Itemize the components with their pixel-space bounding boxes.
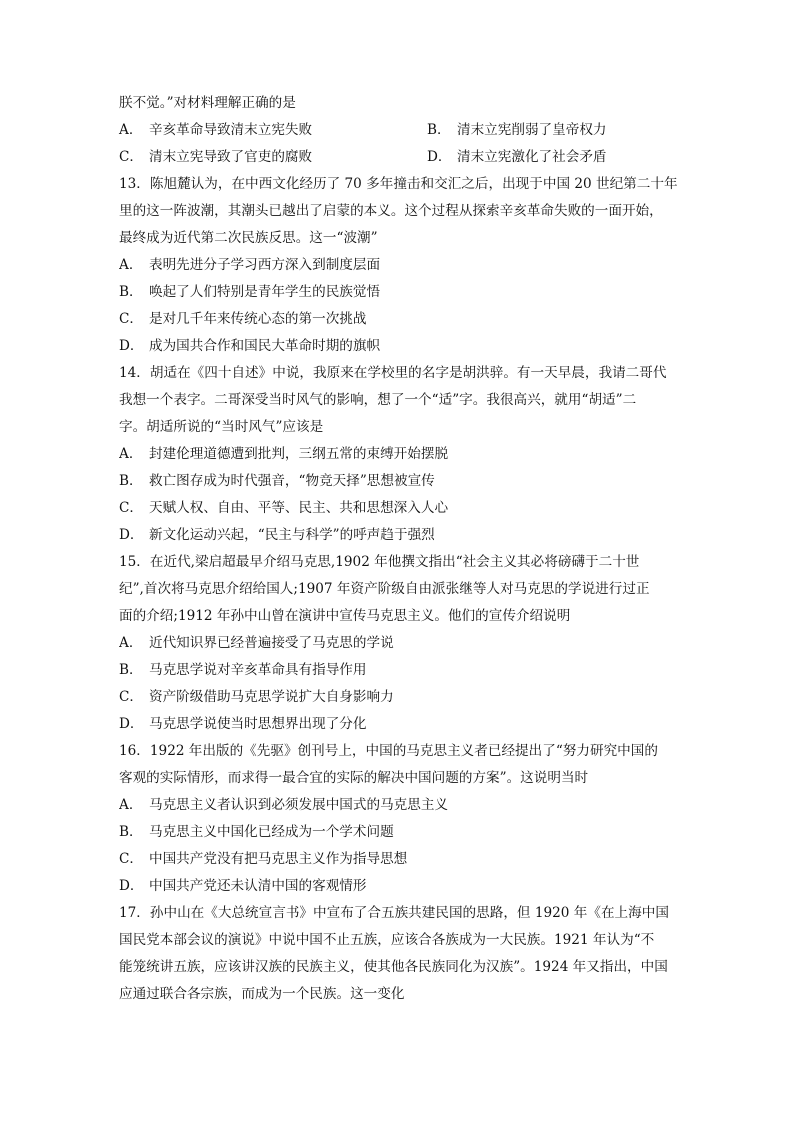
q17-stem-line-4: 应通过联合各宗族，而成为一个民族。这一变化 [119,986,405,1002]
q16-option-a[interactable]: A． 马克思主义者认识到必须发展中国式的马克思主义 [119,797,449,813]
q14-option-a[interactable]: A． 封建伦理道德遭到批判，三纲五常的束缚开始摆脱 [119,446,449,462]
q15-stem-line-2: 纪”,首次将马克思介绍给国人;1907 年资产阶级自由派张继等人对马克思的学说进行过正 [119,581,650,597]
q17-stem-line-2: 国民党本部会议的演说》中说中国不止五族，应该合各族成为一大民族。1921 年认为“不 [119,932,655,948]
q12-option-d[interactable]: D． 清末立宪激化了社会矛盾 [427,149,607,165]
q12-options-row-1 [119,117,679,144]
q16-stem-line-1: 16．1922 年出版的《先驱》创刊号上，中国的马克思主义者已经提出了“努力研究中国的 [119,743,658,759]
q13-stem-line-2: 里的这一阵波潮，其潮头已越出了启蒙的本义。这个过程从探索辛亥革命失败的一面开始， [119,203,663,219]
q12-option-a[interactable]: A． 辛亥革命导致清末立宪失败 [119,122,313,138]
q13-option-b[interactable]: B． 唤起了人们特别是青年学生的民族觉悟 [119,284,381,300]
q12-tail: 朕不觉。”对材料理解正确的是 [119,95,296,111]
q12-options-row-2 [119,144,679,171]
q13-stem-line-1: 13．陈旭麓认为，在中西文化经历了 70 多年撞击和交汇之后，出现于中国 20 世纪第二十年 [119,176,678,192]
q17-stem-line-1: 17．孙中山在《大总统宣言书》中宣布了合五族共建民国的思路，但 1920 年《在上海中国 [119,905,669,921]
q14-option-d[interactable]: D． 新文化运动兴起，“民主与科学”的呼声趋于强烈 [119,527,435,543]
q16-option-c[interactable]: C． 中国共产党没有把马克思主义作为指导思想 [119,851,408,867]
q12-option-b[interactable]: B． 清末立宪削弱了皇帝权力 [427,122,607,138]
q14-option-c[interactable]: C． 天赋人权、自由、平等、民主、共和思想深入人心 [119,500,449,516]
q13-option-d[interactable]: D． 成为国共合作和国民大革命时期的旗帜 [119,338,381,354]
q15-option-d[interactable]: D． 马克思学说使当时思想界出现了分化 [119,716,367,732]
q15-option-a[interactable]: A． 近代知识界已经普遍接受了马克思的学说 [119,635,394,651]
q16-option-d[interactable]: D． 中国共产党还未认清中国的客观情形 [119,878,367,894]
q14-stem-line-1: 14．胡适在《四十自述》中说，我原来在学校里的名字是胡洪骍。有一天早晨，我请二哥代 [119,365,667,381]
q13-stem-line-3: 最终成为近代第二次民族反思。这一“波潮” [119,230,378,246]
q14-stem-line-3: 字。胡适所说的“当时风气”应该是 [119,419,324,435]
question-content [119,90,679,1008]
q14-stem-line-2: 我想一个表字。二哥深受当时风气的影响，想了一个“适”字。我很高兴，就用“胡适”二 [119,392,637,408]
q12-option-c[interactable]: C． 清末立宪导致了官吏的腐败 [119,149,313,165]
q15-option-b[interactable]: B． 马克思学说对辛亥革命具有指导作用 [119,662,367,678]
q14-option-b[interactable]: B． 救亡图存成为时代强音，“物竞天择”思想被宣传 [119,473,435,489]
q13-option-c[interactable]: C． 是对几千年来传统心态的第一次挑战 [119,311,367,327]
q16-option-b[interactable]: B． 马克思主义中国化已经成为一个学术问题 [119,824,394,840]
q15-option-c[interactable]: C． 资产阶级借助马克思学说扩大自身影响力 [119,689,394,705]
q16-stem-line-2: 客观的实际情形，而求得一最合宜的实际的解决中国问题的方案”。这说明当时 [119,770,589,786]
q13-option-a[interactable]: A． 表明先进分子学习西方深入到制度层面 [119,257,381,273]
q17-stem-line-3: 能笼统讲五族，应该讲汉族的民族主义，使其他各民族同化为汉族”。1924 年又指出，中国 [119,959,668,975]
q15-stem-line-1: 15．在近代,梁启超最早介绍马克思,1902 年他撰文指出“社会主义其必将磅礴于二十世 [119,554,640,570]
q15-stem-line-3: 面的介绍;1912 年孙中山曾在演讲中宣传马克思主义。他们的宣传介绍说明 [119,608,571,624]
